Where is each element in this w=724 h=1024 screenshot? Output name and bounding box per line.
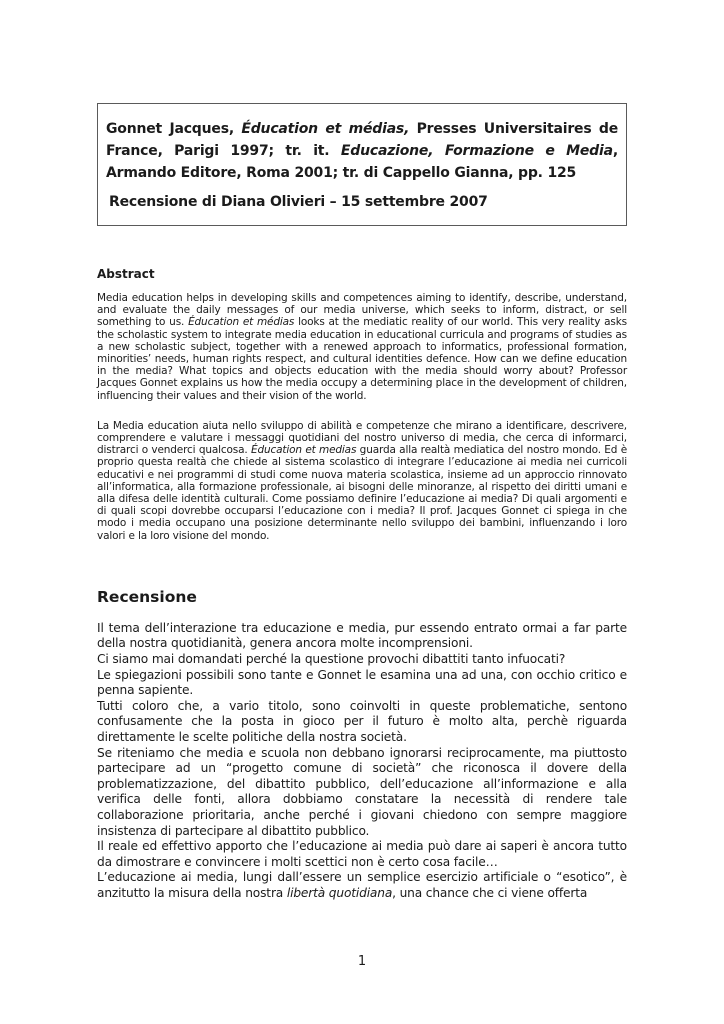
citation-box (97, 103, 627, 226)
text-segment: Tutti coloro che, a vario titolo, sono coinvolti in queste problematiche, sentono confusamente che la posta in gioco per il futuro è molto alta, perchè riguarda direttamente le scelte politiche della nostra società. (97, 698, 627, 745)
italic-text-segment: Educazione, Formazione e Media (340, 143, 613, 159)
text-segment: L’educazione ai media, lungi dall’essere un semplice esercizio artificiale o “esotico”, è anzitutto la misura della nostra (97, 870, 627, 900)
document-page-content (97, 103, 627, 902)
text-segment: Gonnet Jacques, (106, 121, 242, 137)
italic-text-segment: Éducation et medias (251, 444, 357, 457)
review-paragraph (97, 839, 627, 870)
italic-text-segment: Éducation et médias (188, 316, 295, 329)
abstract-heading: Abstract (97, 267, 155, 281)
citation-text (106, 118, 618, 184)
text-segment: Le spiegazioni possibili sono tante e Gonnet le esamina una ad una, con occhio critico e penna sapiente. (97, 667, 627, 698)
page-number: 1 (357, 954, 367, 969)
review-byline: Recensione di Diana Olivieri – 15 settembre 2007 (109, 194, 488, 210)
text-segment: Il tema dell’interazione tra educazione e media, pur essendo entrato ormai a far parte della nostra quotidianità, genera ancora molte incomprensioni. (97, 620, 627, 651)
review-paragraph (97, 870, 627, 901)
review-paragraph (97, 699, 627, 746)
review-paragraph (97, 746, 627, 840)
abstract-paragraph-italian (97, 420, 627, 542)
italic-text-segment: libertà quotidiana (286, 885, 393, 900)
abstract-paragraph-english (97, 292, 627, 402)
review-heading: Recensione (97, 587, 197, 606)
text-segment: guarda alla realtà mediatica del nostro mondo. Ed è proprio questa realtà che chiede al sistema scolastico di integrare l’educazione ai media nei curricoli educativi e nei programmi di studi come nuova materia scolastica, insieme ad un approccio rinnovato all’informatica, alla formazione professionale, ai bisogni delle minoranze, al rispetto dei diritti umani e alla difesa delle identità culturali. Come possiamo definire l’educazione ai media? Di quali argomenti e di quali scopi dovrebbe occuparsi l’educazione con i media? Il prof. Jacques Gonnet ci spiega in che modo i media occupano una posizione determinante nello sviluppo dei bambini, influenzando i loro valori e la loro visione del mondo. (97, 444, 627, 542)
text-segment: , Armando Editore, Roma 2001; tr. di Cappello Gianna, pp. 125 (106, 143, 618, 181)
review-paragraph (97, 668, 627, 699)
italic-text-segment: Éducation et médias, (241, 121, 410, 137)
text-segment: La Media education aiuta nello sviluppo di abilità e competenze che mirano a identificare, descrivere, comprendere e valutare i messaggi quotidiani del nostro universo di media, che cerca di informarci, distrarci o venderci qualcosa. (97, 419, 627, 457)
text-segment: , una chance che ci viene offerta (392, 885, 588, 900)
review-body (97, 621, 627, 902)
text-segment: looks at the mediatic reality of our world. This very reality asks the scholastic system to integrate media education in educational curricula and programs of studies as a new scholastic subject, together with a renewed approach to informatics, professional formation, minorities’ needs, human rights respect, and cultural identities defence. How can we define education in the media? What topics and objects education with the media should worry about? Professor Jacques Gonnet explains us how the media occupy a determining place in the development of children, influencing their values and their vision of the world. (97, 316, 627, 402)
text-segment: Ci siamo mai domandati perché la questione provochi dibattiti tanto infuocati? (97, 652, 566, 667)
review-paragraph (97, 621, 627, 652)
text-segment: Media education helps in developing skills and competences aiming to identify, describe, understand, and evaluate the daily messages of our media universe, which seeks to inform, distract, or sell something to us. (97, 292, 627, 329)
text-segment: Il reale ed effettivo apporto che l’educazione ai media può dare ai saperi è ancora tutto da dimostrare e convincere i molti scettici non è certo cosa facile… (97, 839, 627, 869)
text-segment: Presses Universitaires de France, Parigi 1997; tr. it. (106, 121, 618, 159)
review-paragraph (97, 652, 627, 668)
text-segment: Se riteniamo che media e scuola non debbano ignorarsi reciprocamente, ma piuttosto partecipare ad un “progetto comune di società” che riconosca il dovere della problematizzazione, del dibattito pubblico, dell’educazione all’informazione e alla verifica delle fonti, allora dobbiamo constatare la necessità di rendere tale collaborazione prioritaria, anche perché i giovani chiedono con sempre maggiore insistenza di partecipare al dibattito pubblico. (97, 745, 627, 838)
